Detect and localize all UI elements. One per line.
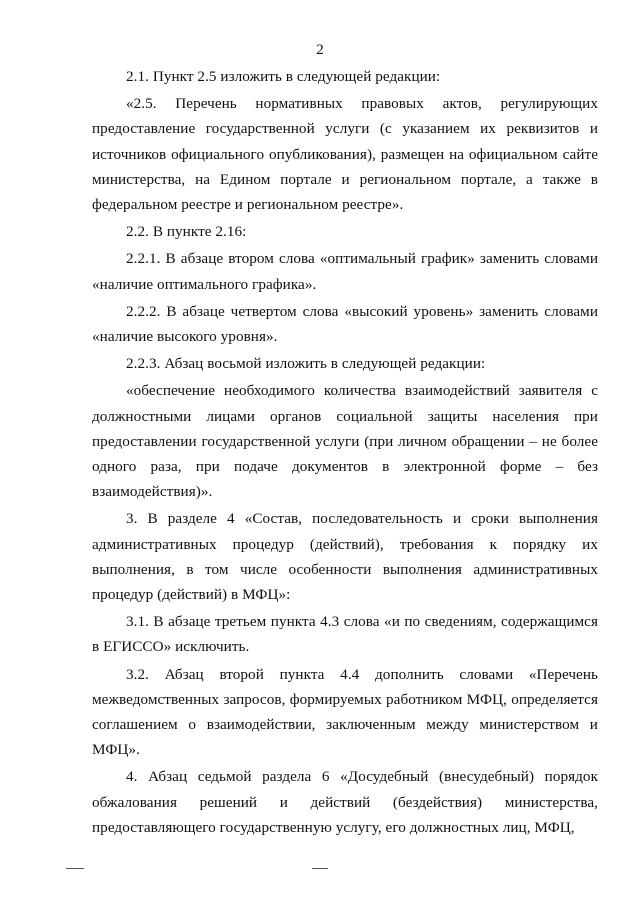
paragraph-4: 4. Абзац седьмой раздела 6 «Досудебный (внесудебный) порядок обжалования решений и действий (бездействия) министерства, предоставляющего государственную услугу, его должностных лиц, МФЦ, (92, 768, 598, 836)
paragraph-2-1: 2.1. Пункт 2.5 изложить в следующей редакции: (126, 68, 441, 85)
document-body (92, 64, 598, 842)
paragraph-3-1: 3.1. В абзаце третьем пункта 4.3 слова «и по сведениям, содержащимся в ЕГИССО» исключить. (92, 613, 598, 656)
paragraph-3-2: 3.2. Абзац второй пункта 4.4 дополнить словами «Перечень межведомственных запросов, формируемых работником МФЦ, определяется соглашением о взаимодействии, заключенным между министерством и МФЦ». (92, 665, 598, 759)
paragraph-2-2-2: 2.2.2. В абзаце четвертом слова «высокий уровень» заменить словами «наличие высокого уровня». (92, 302, 598, 346)
paragraph-2-2: 2.2. В пункте 2.16: (126, 223, 247, 241)
paragraph-2-2-1: 2.2.1. В абзаце втором слова «оптимальный график» заменить словами «наличие оптимального графика». (92, 250, 598, 293)
paragraph-3: 3. В разделе 4 «Состав, последовательность и сроки выполнения административных процедур (действий), требования к порядку их выполнения, в том числе особенности выполнения административных процедур (действий) в МФЦ»: (92, 510, 598, 604)
paragraph-2-5-quote: «2.5. Перечень нормативных правовых актов, регулирующих предоставление государственной услуги (с указанием их реквизитов и источников официального опубликования), размещен на официальном сайте министерства, на Едином портале и региональном портале, а также в федеральном реестре и региональном реестре». (92, 95, 598, 214)
scan-mark-center (312, 868, 328, 869)
paragraph-2-2-3: 2.2.3. Абзац восьмой изложить в следующей редакции: (126, 355, 486, 373)
scan-mark-left (66, 868, 84, 869)
paragraph-2-2-3-quote: «обеспечение необходимого количества взаимодействий заявителя с должностными лицами органов социальной защиты населения при предоставлении государственной услуги (при личном обращении – не более одного раза, при подаче документов в электронной форме – без взаимодействия)». (92, 382, 598, 501)
page-number: 2 (316, 42, 324, 58)
